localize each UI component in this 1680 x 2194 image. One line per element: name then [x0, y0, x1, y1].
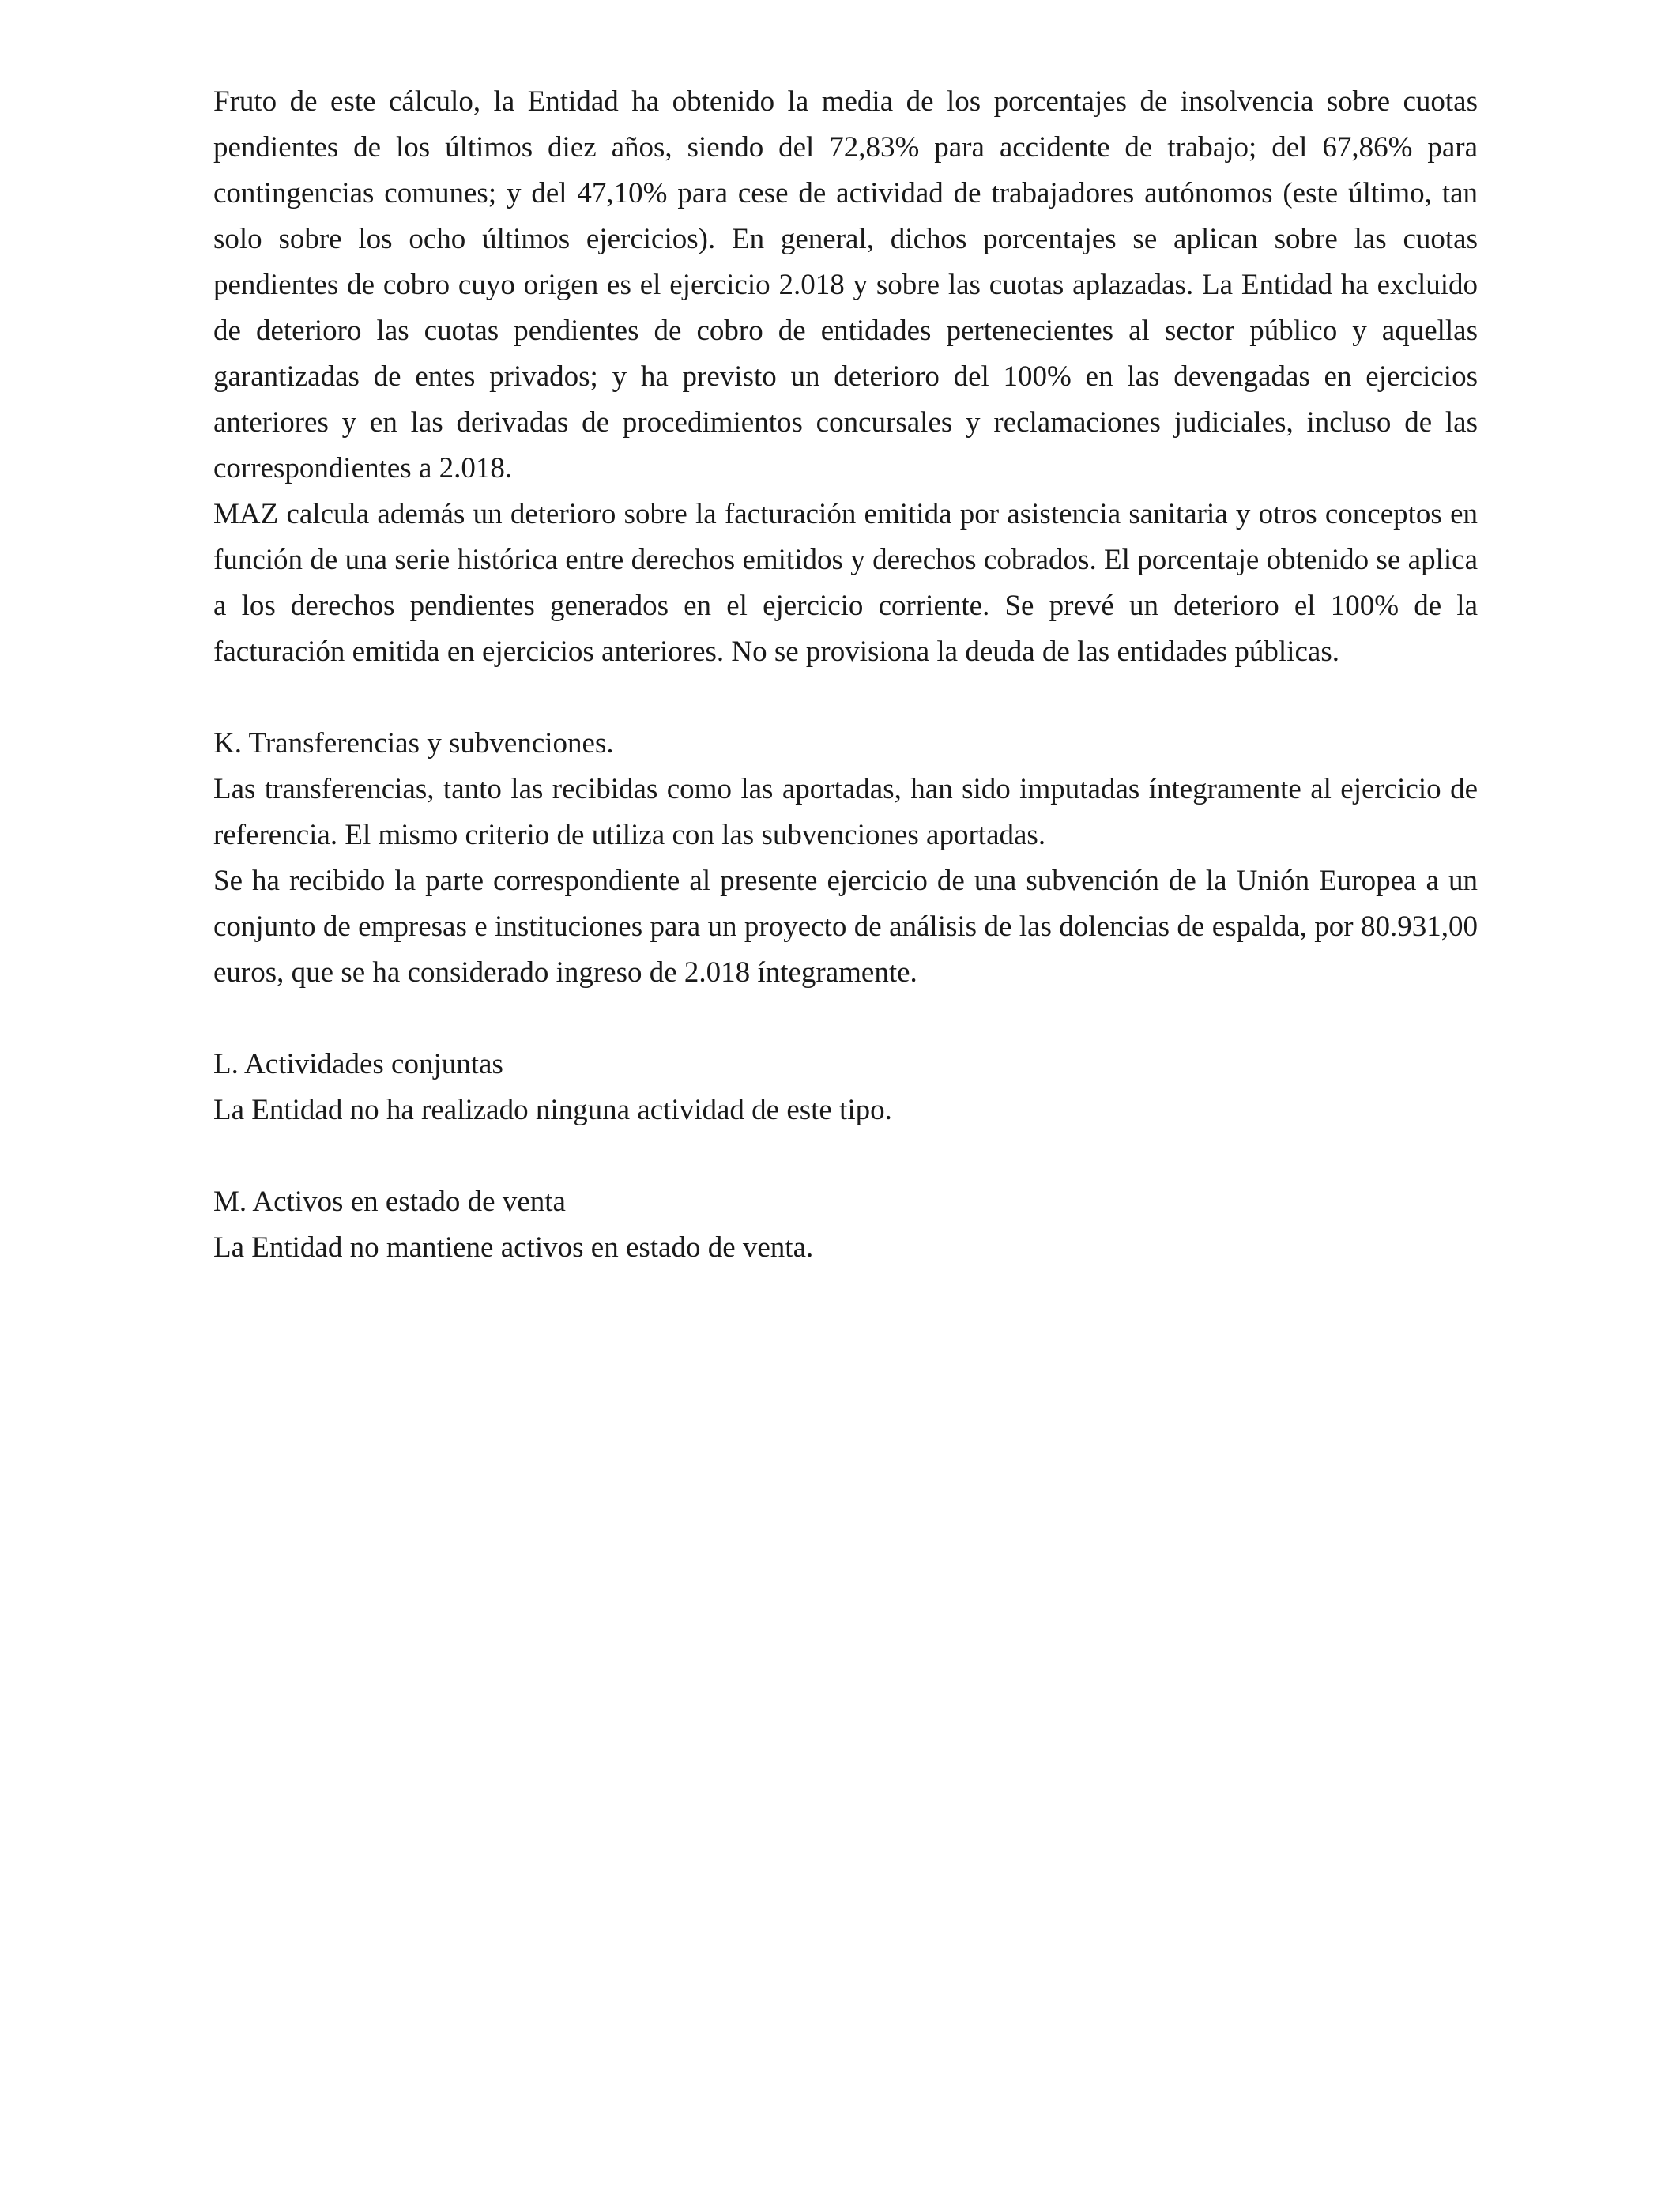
- section-l-paragraph: La Entidad no ha realizado ninguna actividad de este tipo.: [213, 1094, 892, 1126]
- section-k-heading: K. Transferencias y subvenciones.: [213, 727, 614, 760]
- spacer: [213, 996, 1478, 1042]
- document-page: [213, 79, 1478, 1271]
- paragraph-maz-deterioro: MAZ calcula además un deterioro sobre la facturación emitida por asistencia sanitaria y otros conceptos en función de una serie histórica entre derechos emitidos y derechos cobrados. El porcentaje obtenido se aplica a los derechos pendientes generados en el ejercicio corriente. Se prevé un deterioro el 100% de la facturación emitida en ejercicios anteriores. No se provisiona la deuda de las entidades públicas.: [213, 498, 1478, 668]
- section-k-paragraph-2: Se ha recibido la parte correspondiente al presente ejercicio de una subvención de la Unión Europea a un conjunto de empresas e instituciones para un proyecto de análisis de las dolencias de espalda, por 80.931,00 euros, que se ha considerado ingreso de 2.018 íntegramente.: [213, 865, 1478, 989]
- spacer: [213, 675, 1478, 721]
- section-m-paragraph: La Entidad no mantiene activos en estado de venta.: [213, 1231, 814, 1264]
- section-m-heading: M. Activos en estado de venta: [213, 1186, 566, 1218]
- section-l-heading: L. Actividades conjuntas: [213, 1048, 503, 1080]
- spacer: [213, 1133, 1478, 1179]
- section-k-paragraph-1: Las transferencias, tanto las recibidas como las aportadas, han sido imputadas íntegramente al ejercicio de referencia. El mismo criterio de utiliza con las subvenciones aportadas.: [213, 773, 1478, 851]
- paragraph-insolvency: Fruto de este cálculo, la Entidad ha obtenido la media de los porcentajes de insolvencia sobre cuotas pendientes de los últimos diez años, siendo del 72,83% para accidente de trabajo; del 67,86% para contingencias comunes; y del 47,10% para cese de actividad de trabajadores autónomos (este último, tan solo sobre los ocho últimos ejercicios). En general, dichos porcentajes se aplican sobre las cuotas pendientes de cobro cuyo origen es el ejercicio 2.018 y sobre las cuotas aplazadas. La Entidad ha excluido de deterioro las cuotas pendientes de cobro de entidades pertenecientes al sector público y aquellas garantizadas de entes privados; y ha previsto un deterioro del 100% en las devengadas en ejercicios anteriores y en las derivadas de procedimientos concursales y reclamaciones judiciales, incluso de las correspondientes a 2.018.: [213, 85, 1478, 484]
